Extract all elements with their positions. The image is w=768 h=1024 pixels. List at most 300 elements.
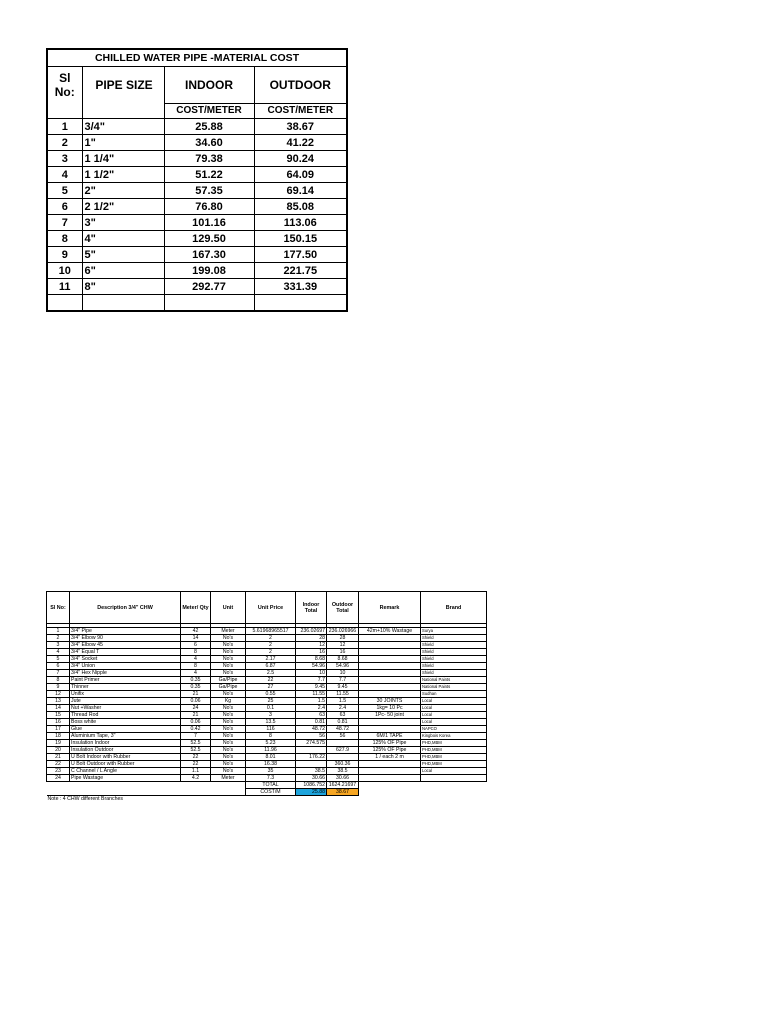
- unit-price-cell: 116: [246, 726, 296, 733]
- table-row: [47, 183, 347, 199]
- unit-price-cell: 7.3: [246, 775, 296, 782]
- sl-cell: 20: [47, 747, 70, 754]
- indoor-cost-cell: 292.77: [164, 279, 254, 295]
- sl-cell: 9: [47, 247, 82, 263]
- unit-price-cell: 27: [246, 684, 296, 691]
- remark-cell: [359, 642, 421, 649]
- sl-cell: 17: [47, 726, 70, 733]
- remark-cell: [359, 719, 421, 726]
- sl-cell: 1: [47, 628, 70, 635]
- table-row-empty: [47, 295, 347, 312]
- table-row: [47, 247, 347, 263]
- unit-cell: No's: [211, 712, 246, 719]
- unit-price-cell: 16.38: [246, 761, 296, 768]
- material-breakdown-table: [46, 591, 487, 802]
- sl-cell: 9: [47, 684, 70, 691]
- sl-cell: 5: [47, 656, 70, 663]
- unit-price-cell: 6.87: [246, 663, 296, 670]
- table-row: [47, 698, 487, 705]
- outdoor-total-cell: 63: [327, 712, 359, 719]
- outdoor-total-cell: 11.55: [327, 691, 359, 698]
- description-cell: U Bolt Indoor with Rubber: [70, 754, 181, 761]
- description-cell: Paint Primer: [70, 677, 181, 684]
- brand-cell: PHD,MBM: [421, 747, 487, 754]
- brand-cell: Shield: [421, 670, 487, 677]
- indoor-cost-cell: 79.38: [164, 151, 254, 167]
- outdoor-total-cell: [327, 740, 359, 747]
- table-row: [47, 775, 487, 782]
- description-cell: C Channel / L Angle: [70, 768, 181, 775]
- brand-cell: PHD,MBM: [421, 754, 487, 761]
- brand-cell: Shield: [421, 656, 487, 663]
- indoor-total-cell: 0.81: [296, 719, 327, 726]
- unit-price-cell: 2: [246, 635, 296, 642]
- remark-cell: 1Pc- 50 joint: [359, 712, 421, 719]
- outdoor-total-cell: [327, 754, 359, 761]
- outdoor-cost-cell: 41.22: [254, 135, 347, 151]
- indoor-total-cell: 7.7: [296, 677, 327, 684]
- outdoor-cost-cell: 221.75: [254, 263, 347, 279]
- indoor-cost-cell: 25.88: [164, 119, 254, 135]
- remark-cell: 125% OF Pipe: [359, 747, 421, 754]
- brand-cell: Shield: [421, 649, 487, 656]
- sl-cell: 16: [47, 719, 70, 726]
- table-row: [47, 649, 487, 656]
- unit-price-cell: 5.23: [246, 740, 296, 747]
- sl-cell: 4: [47, 649, 70, 656]
- header-remark: Remark: [359, 592, 421, 624]
- sl-cell: 14: [47, 705, 70, 712]
- indoor-total-cell: 12: [296, 642, 327, 649]
- brand-cell: Local: [421, 705, 487, 712]
- qty-cell: 1.1: [181, 768, 211, 775]
- brand-cell: [421, 775, 487, 782]
- outdoor-total-cell: 38.5: [327, 768, 359, 775]
- remark-cell: [359, 649, 421, 656]
- cost-m-outdoor: 38.67: [327, 789, 359, 796]
- unit-price-cell: 35: [246, 768, 296, 775]
- remark-cell: 6M/1 TAPE: [359, 733, 421, 740]
- qty-cell: 0.06: [181, 698, 211, 705]
- qty-cell: 52.5: [181, 740, 211, 747]
- description-cell: Boss white: [70, 719, 181, 726]
- indoor-total-cell: 16: [296, 649, 327, 656]
- sl-cell: 11: [47, 279, 82, 295]
- brand-cell: Shield: [421, 642, 487, 649]
- sl-cell: 8: [47, 231, 82, 247]
- blank-cell: [359, 782, 421, 789]
- indoor-total-cell: [296, 761, 327, 768]
- outdoor-total-cell: 2.4: [327, 705, 359, 712]
- table-row: [47, 199, 347, 215]
- sl-cell: 13: [47, 698, 70, 705]
- pipe-size-cell: 3": [82, 215, 164, 231]
- unit-price-cell: 2.17: [246, 656, 296, 663]
- outdoor-cost-cell: 85.08: [254, 199, 347, 215]
- qty-cell: 52.5: [181, 747, 211, 754]
- unit-cell: No's: [211, 705, 246, 712]
- table-row: [47, 151, 347, 167]
- description-cell: 3/4" Hex Nipple: [70, 670, 181, 677]
- description-cell: Glue: [70, 726, 181, 733]
- brand-cell: National Paints: [421, 677, 487, 684]
- outdoor-total-cell: 236.026966: [327, 628, 359, 635]
- unit-cell: No's: [211, 761, 246, 768]
- qty-cell: 8: [181, 649, 211, 656]
- unit-cell: No's: [211, 656, 246, 663]
- qty-cell: 24: [181, 705, 211, 712]
- indoor-total-cell: 11.55: [296, 691, 327, 698]
- subheader-outdoor-cost: COST/METER: [254, 104, 347, 119]
- outdoor-total-cell: 627.9: [327, 747, 359, 754]
- sl-cell: 12: [47, 691, 70, 698]
- table-row: [47, 761, 487, 768]
- description-cell: U Bolt Outdoor with Rubber: [70, 761, 181, 768]
- outdoor-cost-cell: 90.24: [254, 151, 347, 167]
- table-row: [47, 747, 487, 754]
- outdoor-cost-cell: 150.15: [254, 231, 347, 247]
- outdoor-total-cell: 8.68: [327, 656, 359, 663]
- remark-cell: 125% OF Pipe: [359, 740, 421, 747]
- description-cell: 3/4" Elbow 90: [70, 635, 181, 642]
- qty-cell: 8: [181, 663, 211, 670]
- table-row: [47, 263, 347, 279]
- outdoor-total-cell: 28: [327, 635, 359, 642]
- sl-cell: 19: [47, 740, 70, 747]
- brand-cell: Local: [421, 712, 487, 719]
- brand-cell: Local: [421, 698, 487, 705]
- brand-cell: Shield: [421, 635, 487, 642]
- unit-cell: No's: [211, 733, 246, 740]
- qty-cell: 14: [181, 635, 211, 642]
- brand-cell: Kingbois Korea: [421, 733, 487, 740]
- header-unit: Unit: [211, 592, 246, 624]
- table-row: [47, 740, 487, 747]
- pipe-size-cell: 4": [82, 231, 164, 247]
- outdoor-total-cell: 0.81: [327, 719, 359, 726]
- unit-price-cell: 5.61968965517: [246, 628, 296, 635]
- pipe-size-cell: 1": [82, 135, 164, 151]
- sl-cell: 24: [47, 775, 70, 782]
- table-row: [47, 726, 487, 733]
- indoor-cost-cell: 199.08: [164, 263, 254, 279]
- remark-cell: 30 JOINTS: [359, 698, 421, 705]
- indoor-total-cell: 274.575: [296, 740, 327, 747]
- outdoor-total-cell: 1.5: [327, 698, 359, 705]
- remark-cell: [359, 761, 421, 768]
- indoor-total-cell: 8.68: [296, 656, 327, 663]
- unit-cell: No's: [211, 740, 246, 747]
- table-row: [47, 754, 487, 761]
- sl-cell: 15: [47, 712, 70, 719]
- remark-cell: 42m+10% Wastage: [359, 628, 421, 635]
- pipe-size-cell: 6": [82, 263, 164, 279]
- sl-cell: 7: [47, 215, 82, 231]
- outdoor-total-cell: 360.36: [327, 761, 359, 768]
- header-unit-price: Unit Price: [246, 592, 296, 624]
- outdoor-cost-cell: 69.14: [254, 183, 347, 199]
- sl-cell: 10: [47, 263, 82, 279]
- brand-cell: National Paints: [421, 684, 487, 691]
- indoor-cost-cell: 101.16: [164, 215, 254, 231]
- subheader-indoor-cost: COST/METER: [164, 104, 254, 119]
- brand-cell: Surya: [421, 628, 487, 635]
- header-description: Description 3/4" CHW: [70, 592, 181, 624]
- indoor-total-cell: [296, 747, 327, 754]
- unit-cell: Meter: [211, 628, 246, 635]
- qty-cell: 0.35: [181, 677, 211, 684]
- remark-cell: [359, 768, 421, 775]
- total-label: TOTAL: [246, 782, 296, 789]
- pipe-size-cell: 3/4": [82, 119, 164, 135]
- unit-cell: No's: [211, 691, 246, 698]
- table-row: [47, 705, 487, 712]
- sl-cell: 22: [47, 761, 70, 768]
- indoor-total-cell: 176.22: [296, 754, 327, 761]
- description-cell: Pipe Wastage: [70, 775, 181, 782]
- description-cell: 3/4" Union: [70, 663, 181, 670]
- blank-cell: [421, 782, 487, 789]
- header-outdoor: OUTDOOR: [254, 67, 347, 104]
- blank-cell: [421, 789, 487, 796]
- pipe-size-cell: 5": [82, 247, 164, 263]
- blank-cell: [359, 789, 421, 796]
- unit-price-cell: 0.1: [246, 705, 296, 712]
- table-row: [47, 719, 487, 726]
- qty-cell: 4.2: [181, 775, 211, 782]
- description-cell: 3/4" Pipe: [70, 628, 181, 635]
- remark-cell: 1 / each 2 m: [359, 754, 421, 761]
- sl-cell: 6: [47, 663, 70, 670]
- sl-cell: 8: [47, 677, 70, 684]
- header-sl-blank: [47, 104, 82, 119]
- sl-cell: 3: [47, 151, 82, 167]
- table-row: [47, 768, 487, 775]
- description-cell: Insulation Outdoor: [70, 747, 181, 754]
- indoor-total-cell: 63: [296, 712, 327, 719]
- unit-price-cell: 13.5: [246, 719, 296, 726]
- remark-cell: [359, 670, 421, 677]
- outdoor-total-cell: 10: [327, 670, 359, 677]
- brand-cell: Shield: [421, 663, 487, 670]
- brand-cell: PHD,MBM: [421, 740, 487, 747]
- sl-cell: 21: [47, 754, 70, 761]
- note-text: Note : 4 CHW different Branches: [47, 796, 246, 803]
- description-cell: Thinner: [70, 684, 181, 691]
- outdoor-total-cell: 48.72: [327, 726, 359, 733]
- indoor-cost-cell: 167.30: [164, 247, 254, 263]
- total-indoor: 1086.752: [296, 782, 327, 789]
- indoor-cost-cell: 51.22: [164, 167, 254, 183]
- qty-cell: 0.35: [181, 684, 211, 691]
- qty-cell: 22: [181, 754, 211, 761]
- remark-cell: [359, 691, 421, 698]
- unit-cell: No's: [211, 670, 246, 677]
- indoor-total-cell: 30.66: [296, 775, 327, 782]
- unit-cell: No's: [211, 649, 246, 656]
- qty-cell: 22: [181, 761, 211, 768]
- sl-cell: 2: [47, 635, 70, 642]
- sl-cell: 23: [47, 768, 70, 775]
- blank-cell: [70, 782, 181, 789]
- table-row: [47, 167, 347, 183]
- table-row: [47, 635, 487, 642]
- header-indoor-total: Indoor Total: [296, 592, 327, 624]
- indoor-total-cell: 2.4: [296, 705, 327, 712]
- pipe-size-cell: 2": [82, 183, 164, 199]
- description-cell: Unifix: [70, 691, 181, 698]
- unit-price-cell: 2: [246, 642, 296, 649]
- indoor-cost-cell: 34.60: [164, 135, 254, 151]
- table-row: [47, 119, 347, 135]
- qty-cell: 6: [181, 642, 211, 649]
- qty-cell: 4: [181, 670, 211, 677]
- pipe-size-cell: 1 1/2": [82, 167, 164, 183]
- qty-cell: 21: [181, 712, 211, 719]
- remark-cell: [359, 635, 421, 642]
- unit-price-cell: 0.55: [246, 691, 296, 698]
- blank-cell: [181, 782, 211, 789]
- remark-cell: [359, 684, 421, 691]
- blank-cell: [47, 782, 70, 789]
- outdoor-total-cell: 12: [327, 642, 359, 649]
- header-sl-no: Sl No:: [47, 592, 70, 624]
- unit-cell: No's: [211, 747, 246, 754]
- table-row: [47, 135, 347, 151]
- note-row: [47, 796, 487, 803]
- table-row: [47, 733, 487, 740]
- unit-cell: No's: [211, 726, 246, 733]
- cost-per-meter-row: [47, 789, 487, 796]
- table-row: [47, 642, 487, 649]
- table-row: [47, 684, 487, 691]
- chilled-water-cost-summary-table: [46, 48, 348, 312]
- qty-cell: 4: [181, 656, 211, 663]
- description-cell: Nut +Washer: [70, 705, 181, 712]
- unit-price-cell: 8: [246, 733, 296, 740]
- remark-cell: [359, 663, 421, 670]
- blank-cell: [70, 789, 181, 796]
- indoor-cost-cell: 57.35: [164, 183, 254, 199]
- blank-cell: [211, 782, 246, 789]
- table-row: [47, 279, 347, 295]
- pipe-size-cell: 2 1/2": [82, 199, 164, 215]
- table-row: [47, 691, 487, 698]
- outdoor-cost-cell: 113.06: [254, 215, 347, 231]
- description-cell: Thread Rod: [70, 712, 181, 719]
- outdoor-total-cell: 9.45: [327, 684, 359, 691]
- qty-cell: 7: [181, 733, 211, 740]
- outdoor-total-cell: 16: [327, 649, 359, 656]
- indoor-cost-cell: 76.80: [164, 199, 254, 215]
- indoor-total-cell: 56: [296, 733, 327, 740]
- indoor-cost-cell: 129.50: [164, 231, 254, 247]
- total-outdoor: 1624.21697: [327, 782, 359, 789]
- indoor-total-cell: 48.72: [296, 726, 327, 733]
- remark-cell: [359, 726, 421, 733]
- unit-cell: Ga/Pipe: [211, 677, 246, 684]
- remark-cell: 1kg= 10 Pc: [359, 705, 421, 712]
- pipe-size-cell: 1 1/4": [82, 151, 164, 167]
- qty-cell: 21: [181, 691, 211, 698]
- indoor-total-cell: 38.5: [296, 768, 327, 775]
- remark-cell: [359, 775, 421, 782]
- description-cell: Aluminium Tape, 3": [70, 733, 181, 740]
- sl-cell: 18: [47, 733, 70, 740]
- table-row: [47, 215, 347, 231]
- unit-price-cell: 22: [246, 677, 296, 684]
- unit-cell: No's: [211, 719, 246, 726]
- header-qty: Meter/ Qty: [181, 592, 211, 624]
- description-cell: Insulation Indoor: [70, 740, 181, 747]
- unit-price-cell: 3: [246, 712, 296, 719]
- unit-cell: Meter: [211, 775, 246, 782]
- remark-cell: [359, 656, 421, 663]
- qty-cell: 42: [181, 628, 211, 635]
- indoor-total-cell: 9.45: [296, 684, 327, 691]
- table-row: [47, 628, 487, 635]
- outdoor-total-cell: 7.7: [327, 677, 359, 684]
- unit-cell: Kg: [211, 698, 246, 705]
- outdoor-cost-cell: 64.09: [254, 167, 347, 183]
- outdoor-cost-cell: 177.50: [254, 247, 347, 263]
- table-row: [47, 663, 487, 670]
- table-row: [47, 670, 487, 677]
- sl-cell: 1: [47, 119, 82, 135]
- sl-cell: 5: [47, 183, 82, 199]
- cost-m-indoor: 25.88: [296, 789, 327, 796]
- blank-cell: [211, 789, 246, 796]
- sl-cell: 4: [47, 167, 82, 183]
- header-brand: Brand: [421, 592, 487, 624]
- unit-cell: No's: [211, 635, 246, 642]
- unit-price-cell: 8.01: [246, 754, 296, 761]
- description-cell: 3/4" Equal T: [70, 649, 181, 656]
- unit-price-cell: 25: [246, 698, 296, 705]
- table-row: [47, 656, 487, 663]
- qty-cell: 0.06: [181, 719, 211, 726]
- cost-m-label: COST/M: [246, 789, 296, 796]
- outdoor-total-cell: 30.66: [327, 775, 359, 782]
- blank-cell: [181, 789, 211, 796]
- sl-cell: 3: [47, 642, 70, 649]
- header-sl-no: Sl No:: [47, 67, 82, 104]
- indoor-total-cell: 28: [296, 635, 327, 642]
- sl-cell: 2: [47, 135, 82, 151]
- indoor-total-cell: 236.02697: [296, 628, 327, 635]
- unit-cell: No's: [211, 642, 246, 649]
- table-title: CHILLED WATER PIPE -MATERIAL COST: [47, 49, 347, 67]
- unit-price-cell: 2.5: [246, 670, 296, 677]
- header-pipe-blank: [82, 104, 164, 119]
- qty-cell: 0.42: [181, 726, 211, 733]
- indoor-total-cell: 10: [296, 670, 327, 677]
- outdoor-cost-cell: 38.67: [254, 119, 347, 135]
- outdoor-total-cell: 54.96: [327, 663, 359, 670]
- unit-cell: No's: [211, 768, 246, 775]
- header-indoor: INDOOR: [164, 67, 254, 104]
- table-row: [47, 231, 347, 247]
- unit-cell: No's: [211, 663, 246, 670]
- table-row: [47, 712, 487, 719]
- unit-price-cell: 11.96: [246, 747, 296, 754]
- sl-cell: 7: [47, 670, 70, 677]
- brand-cell: PHD,MBM: [421, 761, 487, 768]
- brand-cell: NAPCO: [421, 726, 487, 733]
- description-cell: 3/4" Elbow 45: [70, 642, 181, 649]
- table-row: [47, 677, 487, 684]
- description-cell: Jute: [70, 698, 181, 705]
